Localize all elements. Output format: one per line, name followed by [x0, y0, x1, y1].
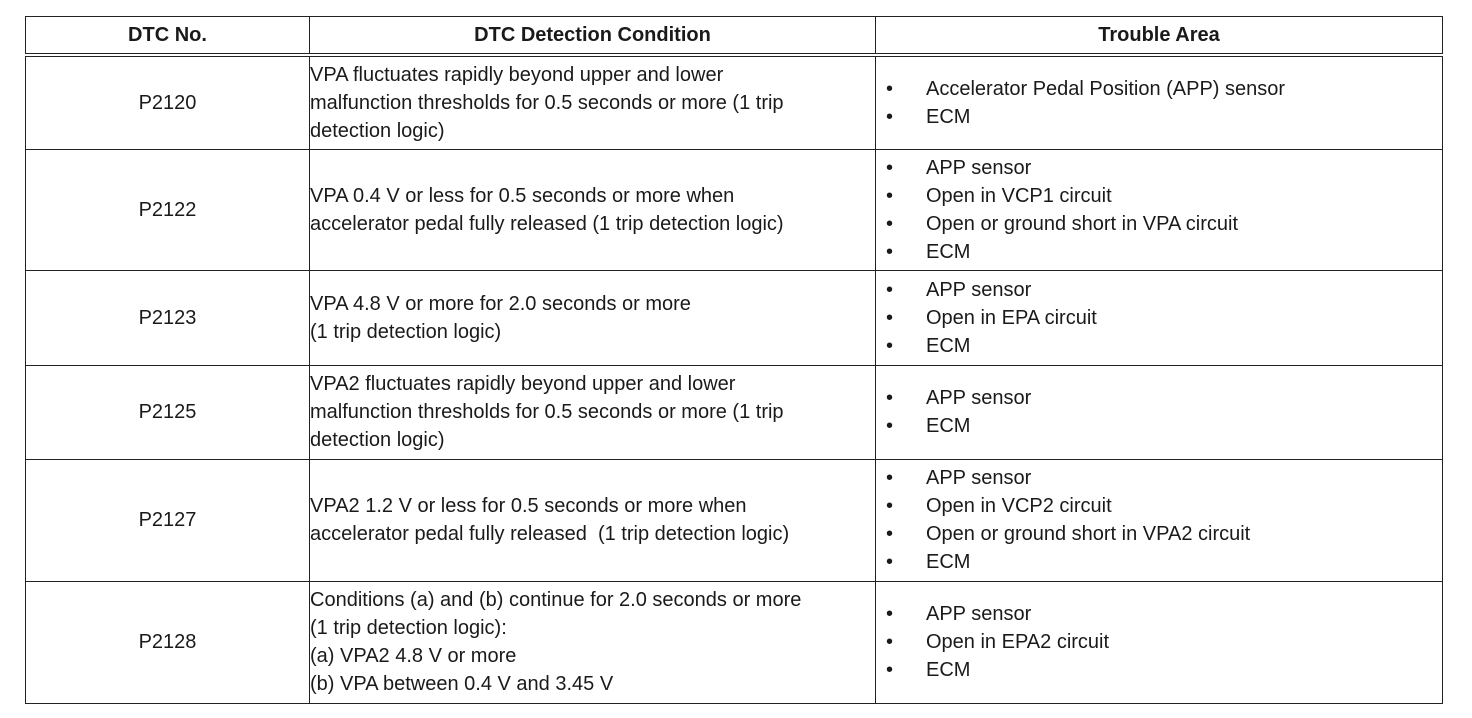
list-item — [886, 238, 1442, 266]
condition-line: (b) VPA between 0.4 V and 3.45 V — [310, 673, 614, 695]
bullet-icon: • — [886, 156, 894, 179]
condition-line: (1 trip detection logic): — [310, 617, 507, 639]
dtc-table — [25, 16, 1443, 704]
condition-line: detection logic) — [310, 119, 445, 142]
trouble-area — [876, 270, 1443, 365]
header-dtc-no: DTC No. — [26, 17, 310, 56]
trouble-area-text: ECM — [926, 659, 971, 681]
list-item — [886, 103, 1442, 131]
table-row — [26, 459, 1443, 581]
bullet-icon: • — [886, 631, 894, 653]
list-item — [886, 332, 1442, 360]
list-item — [886, 182, 1442, 210]
condition-line: malfunction thresholds for 0.5 seconds or more (1 trip — [310, 401, 784, 423]
detection-condition — [310, 270, 876, 365]
trouble-area-text: APP sensor — [926, 156, 1032, 179]
trouble-area-list — [876, 384, 1442, 440]
condition-line: VPA2 fluctuates rapidly beyond upper and lower — [310, 373, 736, 395]
trouble-area-text: Open or ground short in VPA circuit — [926, 212, 1239, 235]
bullet-icon: • — [886, 659, 894, 681]
trouble-area-text: APP sensor — [926, 387, 1032, 409]
list-item — [886, 656, 1442, 684]
condition-line: (1 trip detection logic) — [310, 320, 502, 343]
list-item — [886, 276, 1442, 304]
trouble-area-list — [876, 464, 1442, 576]
trouble-area-text: ECM — [926, 334, 971, 357]
list-item — [886, 464, 1442, 492]
table-header — [26, 17, 1443, 56]
header-trouble-area: Trouble Area — [876, 17, 1443, 56]
trouble-area-text: Accelerator Pedal Position (APP) sensor — [926, 77, 1286, 100]
condition-line: VPA 0.4 V or less for 0.5 seconds or more when — [310, 184, 735, 207]
trouble-area-text: Open in VCP2 circuit — [926, 495, 1112, 517]
detection-condition — [310, 581, 876, 703]
dtc-code: P2120 — [26, 55, 310, 149]
trouble-area-text: ECM — [926, 551, 971, 573]
header-row — [26, 17, 1443, 56]
bullet-icon: • — [886, 467, 894, 489]
table-row — [26, 581, 1443, 703]
trouble-area-text: ECM — [926, 240, 971, 263]
bullet-icon: • — [886, 495, 894, 517]
dtc-code: P2127 — [26, 459, 310, 581]
bullet-icon: • — [886, 551, 894, 573]
trouble-area — [876, 581, 1443, 703]
list-item — [886, 412, 1442, 440]
dtc-code: P2125 — [26, 365, 310, 459]
bullet-icon: • — [886, 387, 894, 409]
condition-line: malfunction thresholds for 0.5 seconds or more (1 trip — [310, 91, 784, 114]
bullet-icon: • — [886, 184, 894, 207]
bullet-icon: • — [886, 306, 894, 329]
trouble-area — [876, 149, 1443, 270]
trouble-area-text: APP sensor — [926, 467, 1032, 489]
list-item — [886, 492, 1442, 520]
table-body — [26, 55, 1443, 703]
condition-line: VPA2 1.2 V or less for 0.5 seconds or more when — [310, 495, 747, 517]
list-item — [886, 75, 1442, 103]
trouble-area-text: ECM — [926, 105, 971, 128]
trouble-area-text: Open in VCP1 circuit — [926, 184, 1112, 207]
detection-condition — [310, 459, 876, 581]
list-item — [886, 548, 1442, 576]
trouble-area-text: APP sensor — [926, 603, 1032, 625]
list-item — [886, 600, 1442, 628]
detection-condition — [310, 365, 876, 459]
bullet-icon: • — [886, 240, 894, 263]
list-item — [886, 154, 1442, 182]
trouble-area-text: APP sensor — [926, 278, 1032, 301]
condition-line: (a) VPA2 4.8 V or more — [310, 645, 517, 667]
condition-line: VPA 4.8 V or more for 2.0 seconds or more — [310, 292, 691, 315]
dtc-code: P2122 — [26, 149, 310, 270]
trouble-area-list — [876, 75, 1442, 131]
list-item — [886, 304, 1442, 332]
condition-line: Conditions (a) and (b) continue for 2.0 seconds or more — [310, 589, 802, 611]
trouble-area — [876, 55, 1443, 149]
condition-line: accelerator pedal fully released (1 trip detection logic) — [310, 212, 784, 235]
bullet-icon: • — [886, 523, 894, 545]
condition-line: detection logic) — [310, 429, 445, 451]
detection-condition — [310, 149, 876, 270]
table-row — [26, 270, 1443, 365]
condition-line: VPA fluctuates rapidly beyond upper and lower — [310, 63, 724, 86]
condition-line: accelerator pedal fully released (1 trip detection logic) — [310, 523, 790, 545]
list-item — [886, 520, 1442, 548]
bullet-icon: • — [886, 603, 894, 625]
trouble-area-text: ECM — [926, 415, 971, 437]
trouble-area-list — [876, 600, 1442, 684]
trouble-area-text: Open in EPA2 circuit — [926, 631, 1110, 653]
trouble-area-list — [876, 276, 1442, 360]
dtc-code: P2123 — [26, 270, 310, 365]
bullet-icon: • — [886, 105, 894, 128]
detection-condition — [310, 55, 876, 149]
list-item — [886, 628, 1442, 656]
bullet-icon: • — [886, 334, 894, 357]
header-condition: DTC Detection Condition — [310, 17, 876, 56]
trouble-area-text: Open or ground short in VPA2 circuit — [926, 523, 1251, 545]
trouble-area-list — [876, 154, 1442, 266]
table-row — [26, 55, 1443, 149]
bullet-icon: • — [886, 77, 894, 100]
table-row — [26, 365, 1443, 459]
dtc-code: P2128 — [26, 581, 310, 703]
list-item — [886, 384, 1442, 412]
table-row — [26, 149, 1443, 270]
bullet-icon: • — [886, 278, 894, 301]
list-item — [886, 210, 1442, 238]
bullet-icon: • — [886, 415, 894, 437]
trouble-area-text: Open in EPA circuit — [926, 306, 1097, 329]
bullet-icon: • — [886, 212, 894, 235]
trouble-area — [876, 365, 1443, 459]
trouble-area — [876, 459, 1443, 581]
